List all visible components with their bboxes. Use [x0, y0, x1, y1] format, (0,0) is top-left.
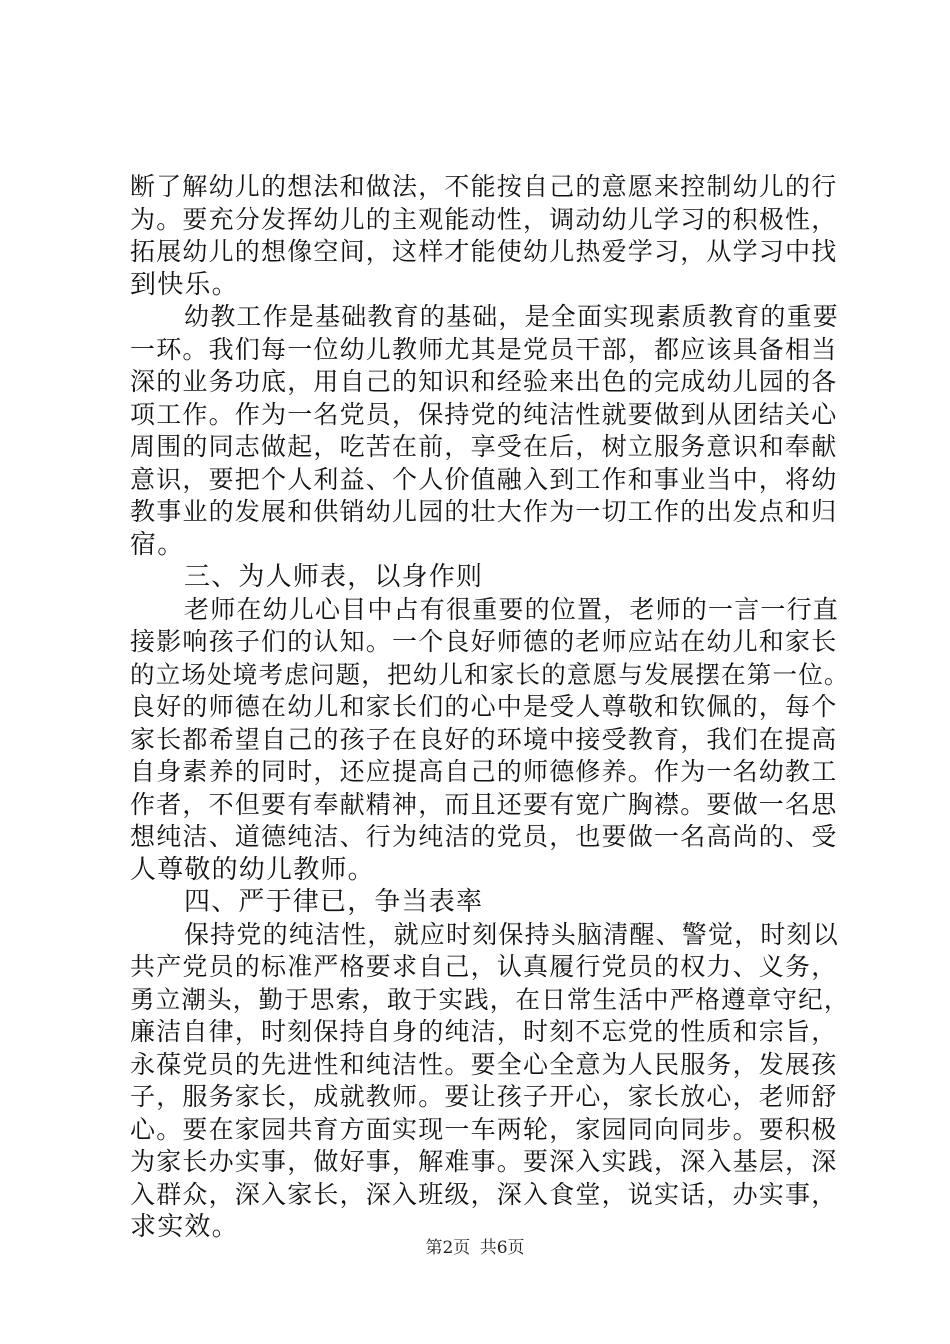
text-line: 为。要充分发挥幼儿的主观能动性，调动幼儿学习的积极性， — [130, 204, 838, 234]
text-line: 拓展幼儿的想像空间，这样才能使幼儿热爱学习，从学习中找 — [130, 237, 838, 266]
page-footer: 第2页 共6页 — [425, 1238, 525, 1258]
text-line: 深的业务功底，用自己的知识和经验来出色的完成幼儿园的各 — [130, 367, 838, 396]
document-body — [130, 171, 850, 1244]
text-line: 一环。我们每一位幼儿教师尤其是党员干部，都应该具备相当 — [130, 334, 838, 364]
text-line: 接影响孩子们的认知。一个良好师德的老师应站在幼儿和家长 — [130, 627, 838, 656]
text-line: 心。要在家园共育方面实现一车两轮，家园同向同步。要积极 — [130, 1114, 838, 1144]
text-line: 的立场处境考虑问题，把幼儿和家长的意愿与发展摆在第一位。 — [130, 659, 850, 689]
text-line: 子，服务家长，成就教师。要让孩子开心，家长放心，老师舒 — [130, 1082, 838, 1111]
text-line: 想纯洁、道德纯洁、行为纯洁的党员，也要做一名高尚的、受 — [130, 822, 838, 851]
text-line: 入群众，深入家长，深入班级，深入食堂，说实话，办实事， — [130, 1179, 838, 1209]
text-line: 家长都希望自己的孩子在良好的环境中接受教育，我们在提高 — [130, 724, 838, 754]
text-line: 自身素养的同时，还应提高自己的师德修养。作为一名幼教工 — [130, 757, 838, 786]
text-line: 意识，要把个人利益、个人价值融入到工作和事业当中，将幼 — [130, 464, 838, 494]
text-line: 断了解幼儿的想法和做法，不能按自己的意愿来控制幼儿的行 — [130, 172, 838, 201]
text-line: 勇立潮头，勤于思索，敢于实践，在日常生活中严格遵章守纪， — [130, 984, 850, 1014]
text-line: 项工作。作为一名党员，保持党的纯洁性就要做到从团结关心 — [130, 399, 838, 429]
text-line: 三、为人师表，以身作则 — [184, 562, 484, 592]
text-line: 保持党的纯洁性，就应时刻保持头脑清醒、警觉，时刻以 — [184, 919, 840, 949]
text-line: 幼教工作是基础教育的基础，是全面实现素质教育的重要 — [184, 302, 840, 331]
text-line: 作者，不但要有奉献精神，而且还要有宽广胸襟。要做一名思 — [130, 789, 838, 819]
text-line: 老师在幼儿心目中占有很重要的位置，老师的一言一行直 — [184, 594, 840, 624]
text-line: 人尊敬的幼儿教师。 — [130, 854, 375, 885]
text-line: 求实效。 — [130, 1212, 239, 1242]
text-line: 良好的师德在幼儿和家长们的心中是受人尊敬和钦佩的，每个 — [130, 692, 838, 721]
text-line: 宿。 — [130, 529, 185, 560]
text-line: 周围的同志做起，吃苦在前，享受在后，树立服务意识和奉献 — [130, 432, 838, 461]
text-line: 共产党员的标准严格要求自己，认真履行党员的权力、义务， — [130, 952, 838, 981]
text-line: 永葆党员的先进性和纯洁性。要全心全意为人民服务，发展孩 — [130, 1049, 838, 1079]
text-line: 教事业的发展和供销幼儿园的壮大作为一切工作的出发点和归 — [130, 497, 838, 526]
text-line: 为家长办实事，做好事，解难事。要深入实践，深入基层，深 — [130, 1147, 838, 1176]
text-line: 到快乐。 — [130, 269, 239, 300]
text-line: 四、严于律已，争当表率 — [184, 887, 484, 917]
text-line: 廉洁自律，时刻保持自身的纯洁，时刻不忘党的性质和宗旨， — [130, 1017, 838, 1046]
